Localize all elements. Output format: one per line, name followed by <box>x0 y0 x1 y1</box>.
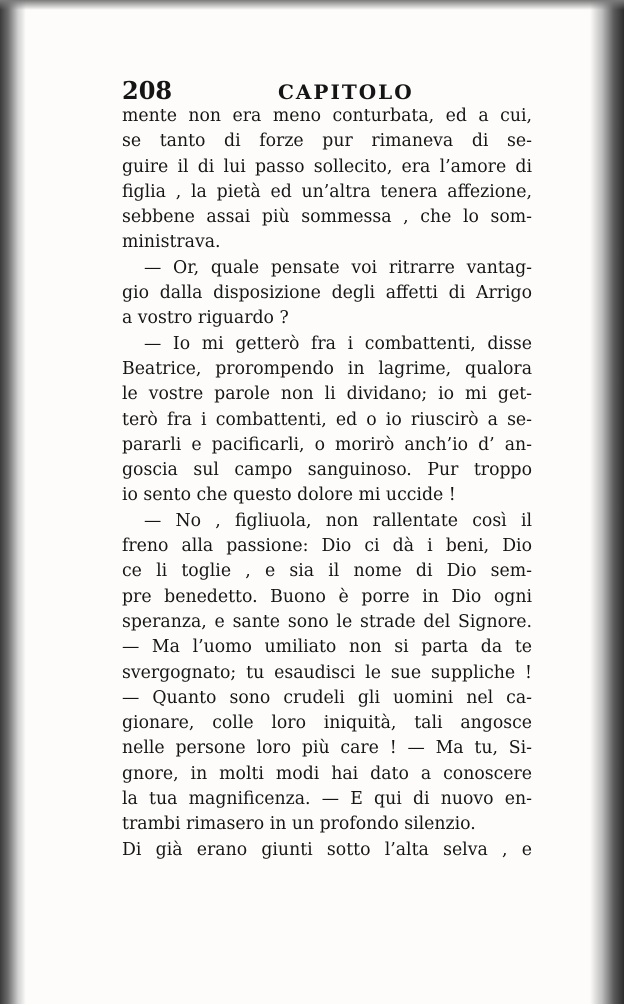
page-number: 208 <box>122 76 173 105</box>
text-line: Beatrice, prorompendo in lagrime, qualora <box>122 358 532 379</box>
text-line: le vostre parole non li dividano; io mi get- <box>122 384 532 405</box>
text-line: nelle persone loro più care ! — Ma tu, Si- <box>122 738 532 759</box>
text-line: se tanto di forze pur rimaneva di se- <box>122 131 532 152</box>
page-edge-right <box>590 0 624 1004</box>
page-edge-top <box>0 0 624 10</box>
text-line: guire il di lui passo sollecito, era l’amore di <box>122 156 532 177</box>
text-line: a vostro riguardo ? <box>122 308 289 329</box>
text-line: terò fra i combattenti, ed o io riuscirò a se- <box>122 409 532 430</box>
text-line: — Or, quale pensate voi ritrarre vantag- <box>144 257 532 278</box>
text-line: goscia sul campo sanguinoso. Pur troppo <box>122 460 532 481</box>
text-line: — Ma l’uomo umiliato non si parta da te <box>122 637 532 658</box>
text-line: la tua magnificenza. — E qui di nuovo en- <box>122 789 532 810</box>
text-line: gnore, in molti modi hai dato a conoscere <box>122 763 532 784</box>
text-line: sebbene assai più sommessa , che lo som- <box>122 207 532 228</box>
text-line: pre benedetto. Buono è porre in Dio ogni <box>122 586 532 607</box>
text-line: — No , figliuola, non rallentate così il <box>144 510 532 531</box>
text-line: ce li toglie , e sia il nome di Dio sem- <box>122 561 532 582</box>
text-line: gio dalla disposizione degli affetti di Arrigo <box>122 283 532 304</box>
text-line: Di già erano giunti sotto l’alta selva , e <box>122 839 532 860</box>
text-line: pararli e pacificarli, o morirò anch’io d’ an- <box>122 434 532 455</box>
text-line: gionare, colle loro iniquità, tali angosce <box>122 713 532 734</box>
text-line: ministrava. <box>122 232 221 253</box>
text-line: io sento che questo dolore mi uccide ! <box>122 485 456 506</box>
running-head: CAPITOLO <box>278 80 414 104</box>
text-line: figlia , la pietà ed un’altra tenera affezione, <box>122 181 532 202</box>
text-line: mente non era meno conturbata, ed a cui, <box>122 106 532 126</box>
text-line: speranza, e sante sono le strade del Signore. <box>122 611 532 632</box>
text-line: — Quanto sono crudeli gli uomini nel ca- <box>122 687 532 708</box>
text-line: freno alla passione: Dio ci dà i beni, Dio <box>122 536 532 557</box>
text-line: — Io mi getterò fra i combattenti, disse <box>144 333 532 354</box>
text-line: svergognato; tu esaudisci le sue suppliche ! <box>122 662 532 683</box>
text-line: trambi rimasero in un profondo silenzio. <box>122 814 476 835</box>
page-edge-left <box>0 0 26 1004</box>
body-text <box>122 104 532 863</box>
